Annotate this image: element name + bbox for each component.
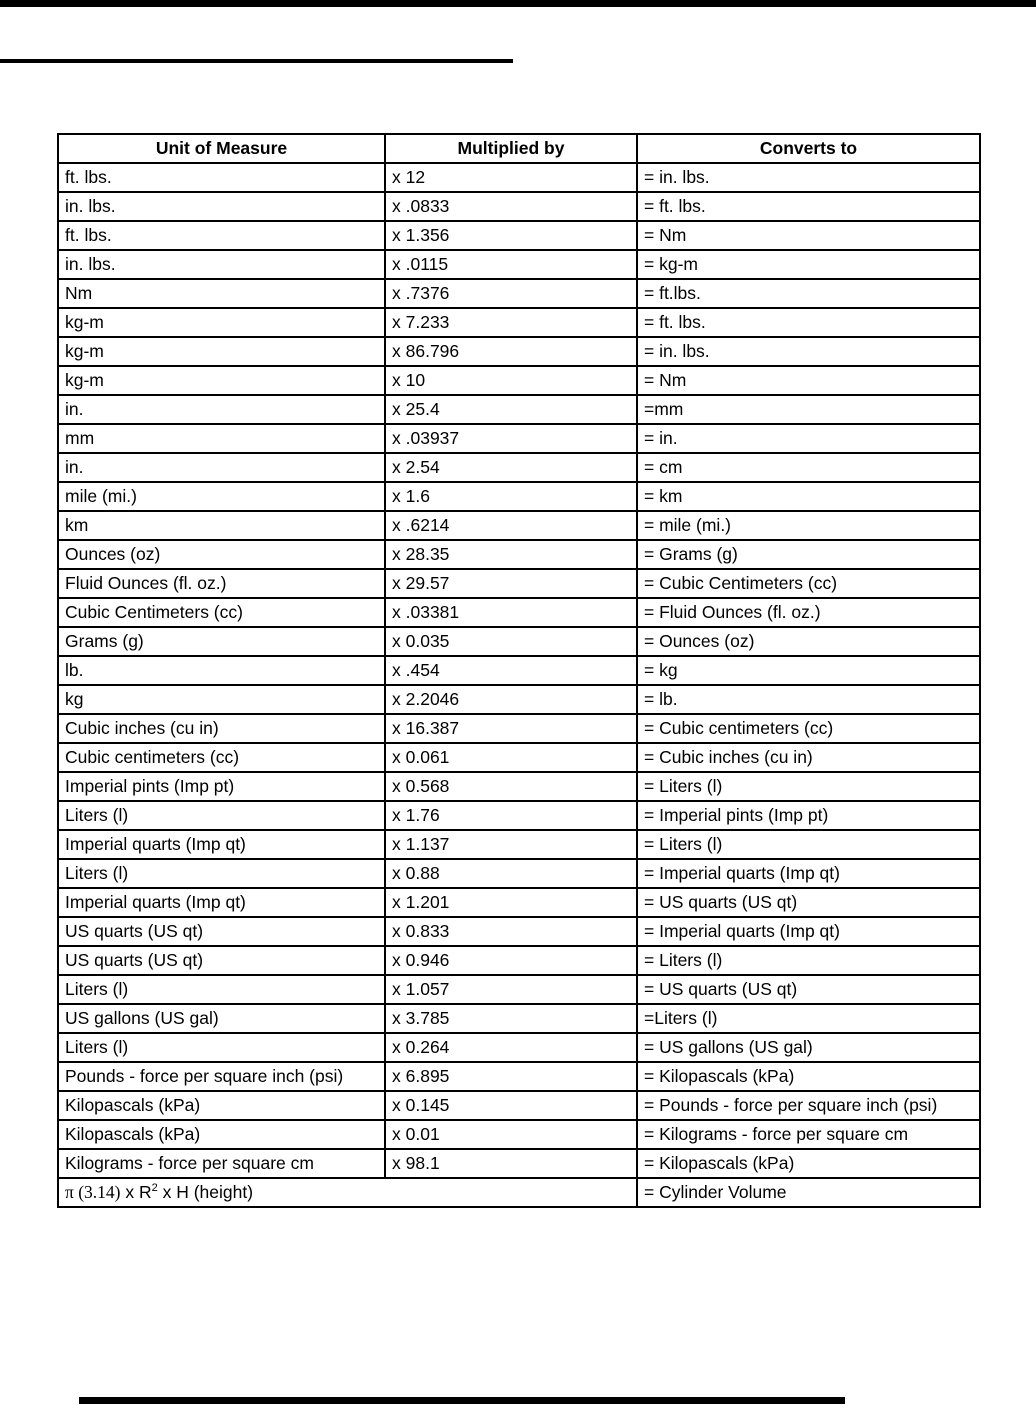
cell-converts-to: = Nm (637, 221, 980, 250)
header-unit-of-measure: Unit of Measure (58, 134, 385, 163)
cell-unit: in. (58, 453, 385, 482)
cell-unit: Kilograms - force per square cm (58, 1149, 385, 1178)
table-row (58, 685, 980, 714)
table-row (58, 598, 980, 627)
cell-converts-to: = Cubic centimeters (cc) (637, 714, 980, 743)
cell-multiplier: x 86.796 (385, 337, 637, 366)
cell-multiplier: x 0.035 (385, 627, 637, 656)
cell-multiplier: x 1.6 (385, 482, 637, 511)
cell-converts-to: = ft. lbs. (637, 192, 980, 221)
cell-unit: lb. (58, 656, 385, 685)
cell-converts-to: = km (637, 482, 980, 511)
cell-multiplier: x .03937 (385, 424, 637, 453)
cell-converts-to: = in. lbs. (637, 337, 980, 366)
cell-multiplier: x 12 (385, 163, 637, 192)
table-row (58, 975, 980, 1004)
cell-unit: Liters (l) (58, 801, 385, 830)
cell-multiplier: x 0.88 (385, 859, 637, 888)
cell-unit: Pounds - force per square inch (psi) (58, 1062, 385, 1091)
cell-converts-to: =Liters (l) (637, 1004, 980, 1033)
cell-multiplier: x 98.1 (385, 1149, 637, 1178)
cell-multiplier: x 0.946 (385, 946, 637, 975)
cell-multiplier: x 1.356 (385, 221, 637, 250)
cell-multiplier: x 25.4 (385, 395, 637, 424)
table-row (58, 221, 980, 250)
table-row (58, 482, 980, 511)
cell-converts-to: = in. (637, 424, 980, 453)
cell-multiplier: x 7.233 (385, 308, 637, 337)
cell-multiplier: x 6.895 (385, 1062, 637, 1091)
cell-converts-to: = Kilopascals (kPa) (637, 1062, 980, 1091)
cell-multiplier: x 28.35 (385, 540, 637, 569)
cell-multiplier: x 2.54 (385, 453, 637, 482)
table-row (58, 917, 980, 946)
cell-unit: Liters (l) (58, 1033, 385, 1062)
cell-converts-to: = Pounds - force per square inch (psi) (637, 1091, 980, 1120)
cell-converts-to: = kg-m (637, 250, 980, 279)
cell-multiplier: x .454 (385, 656, 637, 685)
table-row (58, 1062, 980, 1091)
cell-multiplier: x 0.145 (385, 1091, 637, 1120)
cell-unit: Liters (l) (58, 975, 385, 1004)
table-body (58, 163, 980, 1178)
formula-result: = Cylinder Volume (637, 1178, 980, 1207)
cell-unit: Imperial quarts (Imp qt) (58, 888, 385, 917)
cell-converts-to: = ft.lbs. (637, 279, 980, 308)
header-converts-to: Converts to (637, 134, 980, 163)
table-row (58, 830, 980, 859)
cell-unit: Cubic Centimeters (cc) (58, 598, 385, 627)
cell-converts-to: = Liters (l) (637, 772, 980, 801)
top-rule (0, 0, 1036, 7)
cell-unit: km (58, 511, 385, 540)
cell-unit: kg (58, 685, 385, 714)
cell-unit: Imperial pints (Imp pt) (58, 772, 385, 801)
cell-converts-to: = Kilograms - force per square cm (637, 1120, 980, 1149)
cell-unit: in. (58, 395, 385, 424)
table-row (58, 946, 980, 975)
cell-unit: mm (58, 424, 385, 453)
cell-unit: in. lbs. (58, 192, 385, 221)
table-row (58, 337, 980, 366)
cell-unit: mile (mi.) (58, 482, 385, 511)
cell-multiplier: x .03381 (385, 598, 637, 627)
cell-unit: Ounces (oz) (58, 540, 385, 569)
formula-exponent: 2 (151, 1182, 158, 1194)
table-row (58, 801, 980, 830)
table-row (58, 308, 980, 337)
cell-unit: Kilopascals (kPa) (58, 1091, 385, 1120)
cell-converts-to: = cm (637, 453, 980, 482)
cell-multiplier: x 29.57 (385, 569, 637, 598)
cell-multiplier: x 0.01 (385, 1120, 637, 1149)
cell-converts-to: =mm (637, 395, 980, 424)
cell-unit: Nm (58, 279, 385, 308)
pi-symbol: π (3.14) (65, 1182, 121, 1202)
table-row (58, 250, 980, 279)
cell-unit: Imperial quarts (Imp qt) (58, 830, 385, 859)
table-row (58, 1091, 980, 1120)
table-row (58, 888, 980, 917)
cell-converts-to: = Cubic Centimeters (cc) (637, 569, 980, 598)
cell-converts-to: = mile (mi.) (637, 511, 980, 540)
table-row (58, 279, 980, 308)
cell-converts-to: = Liters (l) (637, 946, 980, 975)
cell-converts-to: = Cubic inches (cu in) (637, 743, 980, 772)
cell-unit: Cubic centimeters (cc) (58, 743, 385, 772)
table-row (58, 192, 980, 221)
table-row (58, 859, 980, 888)
formula-cell (58, 1178, 637, 1207)
header-rule (0, 59, 513, 63)
cell-converts-to: = Fluid Ounces (fl. oz.) (637, 598, 980, 627)
cell-multiplier: x 10 (385, 366, 637, 395)
cell-multiplier: x .0115 (385, 250, 637, 279)
cell-converts-to: = Grams (g) (637, 540, 980, 569)
conversion-table (57, 133, 981, 1208)
cell-multiplier: x 0.264 (385, 1033, 637, 1062)
cell-multiplier: x .6214 (385, 511, 637, 540)
cell-multiplier: x 1.201 (385, 888, 637, 917)
cell-converts-to: = US quarts (US qt) (637, 888, 980, 917)
table-row (58, 714, 980, 743)
header-multiplied-by: Multiplied by (385, 134, 637, 163)
table-row (58, 366, 980, 395)
cell-converts-to: = US gallons (US gal) (637, 1033, 980, 1062)
cell-unit: US gallons (US gal) (58, 1004, 385, 1033)
table-row (58, 656, 980, 685)
cell-unit: Cubic inches (cu in) (58, 714, 385, 743)
cell-converts-to: = lb. (637, 685, 980, 714)
cell-multiplier: x 3.785 (385, 1004, 637, 1033)
cell-unit: in. lbs. (58, 250, 385, 279)
table-row (58, 772, 980, 801)
cell-multiplier: x 0.061 (385, 743, 637, 772)
cell-converts-to: = kg (637, 656, 980, 685)
table-row (58, 627, 980, 656)
table-row (58, 1120, 980, 1149)
table-row (58, 1004, 980, 1033)
cell-converts-to: = Ounces (oz) (637, 627, 980, 656)
cell-unit: ft. lbs. (58, 163, 385, 192)
cell-unit: kg-m (58, 337, 385, 366)
formula-height: x H (height) (157, 1182, 254, 1202)
cell-converts-to: = in. lbs. (637, 163, 980, 192)
cell-converts-to: = Imperial quarts (Imp qt) (637, 917, 980, 946)
table-row (58, 743, 980, 772)
cell-multiplier: x 16.387 (385, 714, 637, 743)
cell-converts-to: = Liters (l) (637, 830, 980, 859)
table-row (58, 511, 980, 540)
cell-unit: Liters (l) (58, 859, 385, 888)
formula-radius: x R (120, 1182, 152, 1202)
cell-unit: Grams (g) (58, 627, 385, 656)
cell-converts-to: = Kilopascals (kPa) (637, 1149, 980, 1178)
cell-multiplier: x .0833 (385, 192, 637, 221)
cell-converts-to: = Imperial pints (Imp pt) (637, 801, 980, 830)
cell-converts-to: = Nm (637, 366, 980, 395)
cell-converts-to: = Imperial quarts (Imp qt) (637, 859, 980, 888)
table-row (58, 1149, 980, 1178)
cell-unit: kg-m (58, 308, 385, 337)
table-row (58, 453, 980, 482)
table-row (58, 540, 980, 569)
cell-multiplier: x 2.2046 (385, 685, 637, 714)
table-row (58, 424, 980, 453)
cell-unit: ft. lbs. (58, 221, 385, 250)
cell-unit: US quarts (US qt) (58, 917, 385, 946)
cell-unit: US quarts (US qt) (58, 946, 385, 975)
table-row (58, 1033, 980, 1062)
cell-multiplier: x 1.76 (385, 801, 637, 830)
table-row (58, 569, 980, 598)
cell-unit: Fluid Ounces (fl. oz.) (58, 569, 385, 598)
cell-converts-to: = ft. lbs. (637, 308, 980, 337)
cell-unit: kg-m (58, 366, 385, 395)
bottom-rule (79, 1397, 845, 1404)
cell-unit: Kilopascals (kPa) (58, 1120, 385, 1149)
cell-multiplier: x 0.833 (385, 917, 637, 946)
table-row (58, 163, 980, 192)
formula-row (58, 1178, 980, 1207)
table-header-row (58, 134, 980, 163)
table-row (58, 395, 980, 424)
cell-converts-to: = US quarts (US qt) (637, 975, 980, 1004)
cell-multiplier: x .7376 (385, 279, 637, 308)
cell-multiplier: x 1.057 (385, 975, 637, 1004)
cell-multiplier: x 0.568 (385, 772, 637, 801)
cell-multiplier: x 1.137 (385, 830, 637, 859)
